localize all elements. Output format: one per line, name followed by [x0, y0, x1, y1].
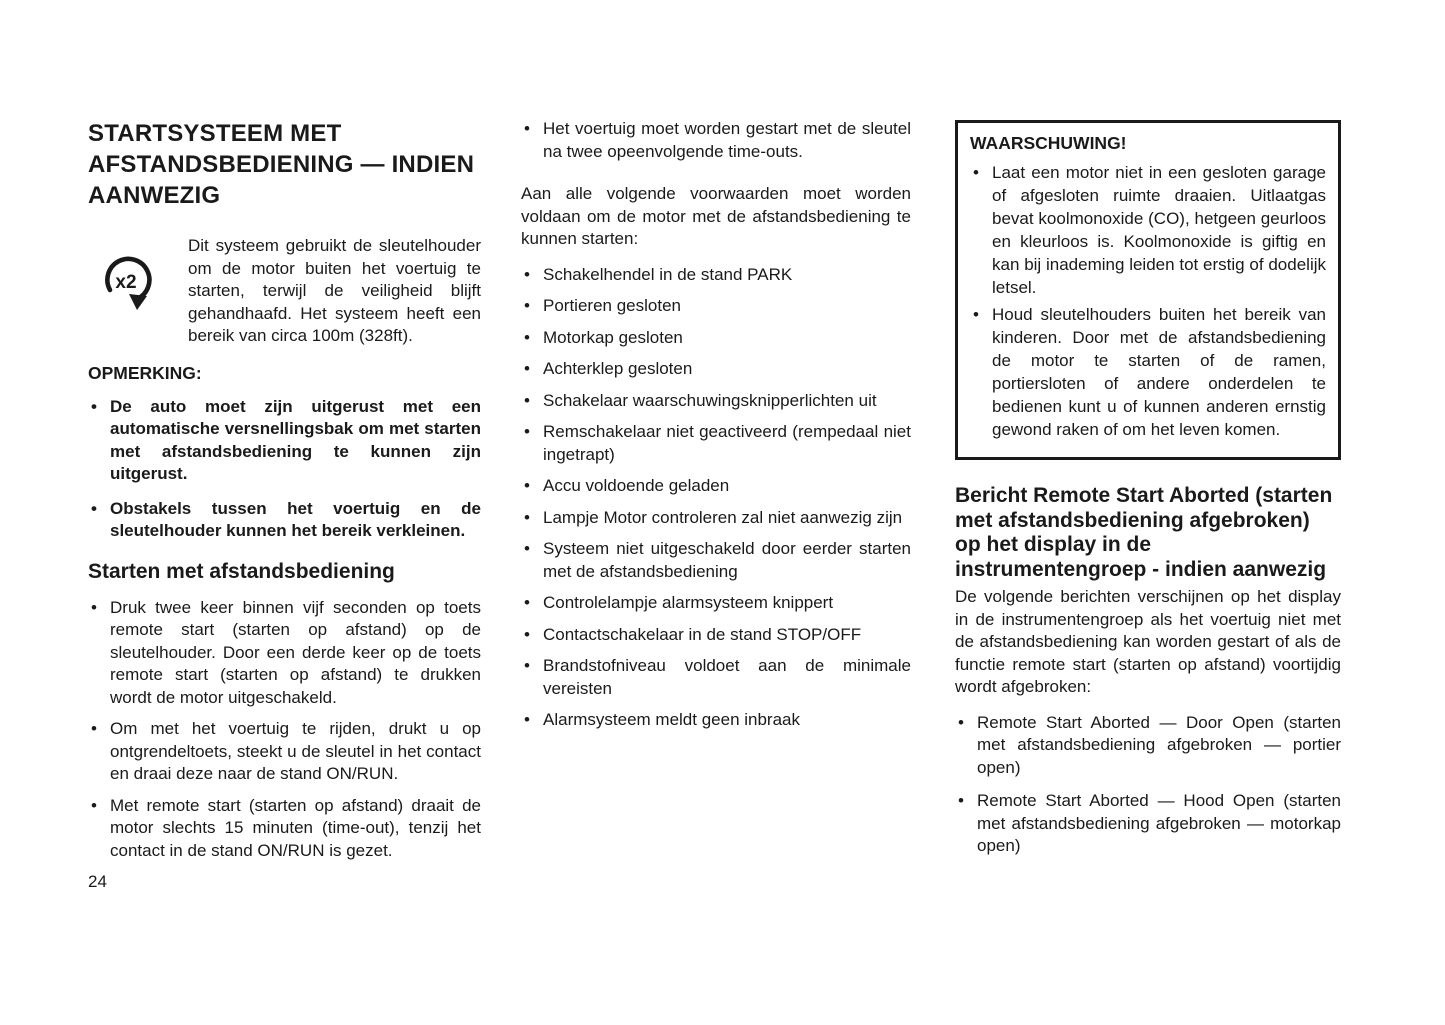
x2-icon-label: x2	[115, 272, 137, 293]
condition-item: • Portieren gesloten	[521, 295, 911, 318]
condition-item: • Alarmsysteem meldt geen inbraak	[521, 709, 911, 732]
list-item: • Om met het voertuig te rijden, drukt u op ontgrendeltoets, steekt u de sleutel in het contact en draai deze naar de stand ON/RUN.	[88, 718, 481, 786]
condition-item: • Remschakelaar niet geactiveerd (rempedaal niet ingetrapt)	[521, 421, 911, 466]
conditions-intro-paragraph: Aan alle volgende voorwaarden moet worden voldaan om de motor met de afstandsbediening te kunnen starten:	[521, 184, 911, 248]
condition-item: • Contactschakelaar in de stand STOP/OFF	[521, 624, 911, 647]
condition-item: • Schakelaar waarschuwingsknipperlichten uit	[521, 390, 911, 413]
warning-box	[955, 120, 1341, 460]
condition-item: • Achterklep gesloten	[521, 358, 911, 381]
note-heading: OPMERKING:	[88, 362, 202, 383]
condition-item: • Schakelhendel in de stand PARK	[521, 264, 911, 287]
warning-list-item: • Houd sleutelhouders buiten het bereik van kinderen. Door met de afstandsbediening de motor te starten of de ramen, portiersloten of andere onderdelen te bedienen kunt u of kunnen anderen ernstig gewond raken of om het leven komen.	[970, 303, 1326, 441]
right-column	[955, 118, 1341, 869]
aborted-message-item: • Remote Start Aborted — Hood Open (starten met afstandsbediening afgebroken — motorkap open)	[955, 790, 1341, 858]
page-title: STARTSYSTEEM MET AFSTANDSBEDIENING — INDIEN AANWEZIG	[88, 120, 475, 209]
condition-item: • Lampje Motor controleren zal niet aanwezig zijn	[521, 507, 911, 530]
condition-item: • Systeem niet uitgeschakeld door eerder starten met de afstandsbediening	[521, 538, 911, 583]
warning-title: WAARSCHUWING!	[970, 133, 1127, 153]
middle-column	[521, 118, 911, 741]
page-number: 24	[88, 872, 107, 891]
intro-paragraph: Dit systeem gebruikt de sleutelhouder om de motor buiten het voertuig te starten, terwijl de veiligheid blijft gehandhaafd. Het systeem heeft een bereik van circa 100m (328ft).	[188, 236, 481, 345]
list-item: • Druk twee keer binnen vijf seconden op toets remote start (starten op afstand) op de sleutelhouder. Door een derde keer op de toets remote start (starten op afstand) te drukken wordt de motor uitgeschakeld.	[88, 597, 481, 710]
list-item: • Met remote start (starten op afstand) draait de motor slechts 15 minuten (time-out), tenzij het contact in de stand ON/RUN is gezet.	[88, 795, 481, 863]
note-list-item: • Obstakels tussen het voertuig en de sleutelhouder kunnen het bereik verkleinen.	[88, 498, 481, 543]
remote-start-x2-icon	[88, 235, 188, 348]
condition-item: • Accu voldoende geladen	[521, 475, 911, 498]
aborted-message-item: • Remote Start Aborted — Door Open (starten met afstandsbediening afgebroken — portier open)	[955, 712, 1341, 780]
condition-item: • Controlelampje alarmsysteem knippert	[521, 592, 911, 615]
condition-item: • Motorkap gesloten	[521, 327, 911, 350]
condition-item: • Brandstofniveau voldoet aan de minimale vereisten	[521, 655, 911, 700]
section-heading-remote-start-aborted: Bericht Remote Start Aborted (starten met afstandsbediening afgebroken) op het display in de instrumentengroep - indien aanwezig	[955, 484, 1333, 581]
section-heading-remote-start: Starten met afstandsbediening	[88, 559, 395, 583]
intro-block	[88, 235, 481, 348]
note-list-item: • De auto moet zijn uitgerust met een automatische versnellingsbak om met starten met afstandsbediening te kunnen zijn uitgerust.	[88, 396, 481, 486]
list-item: • Het voertuig moet worden gestart met de sleutel na twee opeenvolgende time-outs.	[521, 118, 911, 163]
aborted-intro-paragraph: De volgende berichten verschijnen op het display in de instrumentengroep als het voertuig niet met de afstandsbediening kan worden gestart of als de functie remote start (starten op afstand) voortijdig wordt afgebroken:	[955, 587, 1341, 696]
warning-list-item: • Laat een motor niet in een gesloten garage of afgesloten ruimte draaien. Uitlaatgas bevat koolmonoxide (CO), hetgeen geurloos en kleurloos is. Koolmonoxide is giftig en kan bij inademing leiden tot erstig of dodelijk letsel.	[970, 161, 1326, 299]
aborted-message-list	[955, 712, 1341, 858]
left-column	[88, 118, 481, 871]
